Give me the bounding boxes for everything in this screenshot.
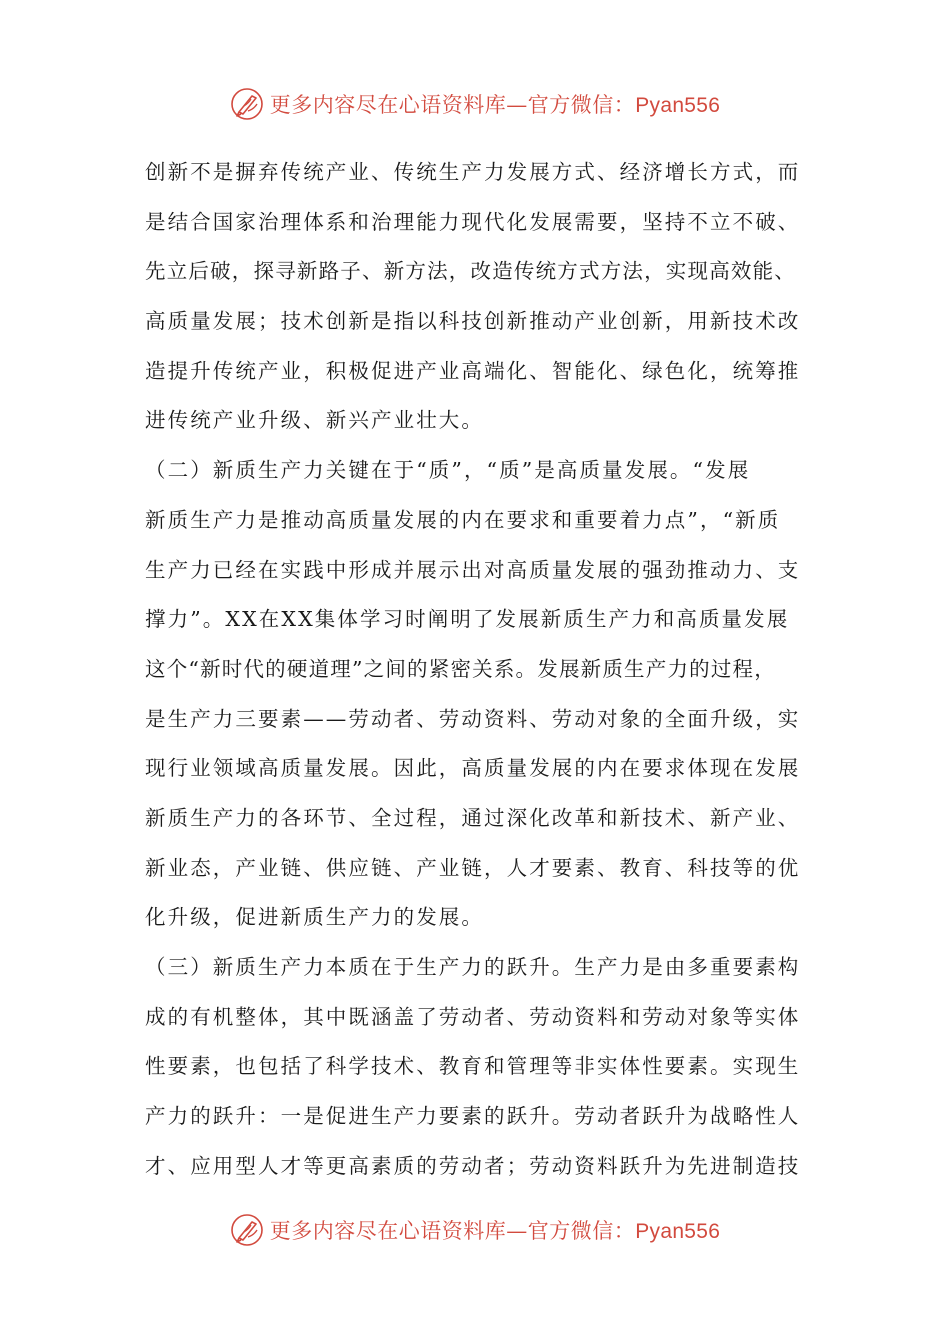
- watermark-header: [0, 82, 950, 126]
- text-line: 性要素，也包括了科学技术、教育和管理等非实体性要素。实现生: [145, 1054, 801, 1079]
- quill-pen-logo-icon: [230, 87, 264, 121]
- text-line: 撑力”。XX在XX集体学习时阐明了发展新质生产力和高质量发展: [145, 607, 790, 632]
- text-line: 成的有机整体，其中既涵盖了劳动者、劳动资料和劳动对象等实体: [145, 1004, 801, 1029]
- section-heading-line: （二）新质生产力关键在于“质”，“质”是高质量发展。“发展: [145, 458, 751, 483]
- text-line: 才、应用型人才等更高素质的劳动者；劳动资料跃升为先进制造技: [145, 1153, 801, 1178]
- text-line: 新质生产力的各环节、全过程，通过深化改革和新技术、新产业、: [145, 805, 801, 830]
- text-line: 新质生产力是推动高质量发展的内在要求和重要着力点”，“新质: [145, 507, 781, 532]
- text-line: 生产力已经在实践中形成并展示出对高质量发展的强劲推动力、支: [145, 557, 801, 582]
- watermark-footer: [0, 1208, 950, 1252]
- text-line: 是生产力三要素——劳动者、劳动资料、劳动对象的全面升级，实: [145, 706, 801, 731]
- text-line: 新业态，产业链、供应链、产业链，人才要素、教育、科技等的优: [145, 855, 801, 880]
- text-line: 进传统产业升级、新兴产业壮大。: [145, 408, 484, 433]
- text-line: 是结合国家治理体系和治理能力现代化发展需要，坚持不立不破、: [145, 209, 801, 234]
- text-line: 这个“新时代的硬道理”之间的紧密关系。发展新质生产力的过程，: [145, 656, 776, 681]
- text-line: 造提升传统产业，积极促进产业高端化、智能化、绿色化，统筹推: [145, 358, 801, 383]
- text-line: 高质量发展；技术创新是指以科技创新推动产业创新，用新技术改: [145, 309, 801, 334]
- section-heading-line: （三）新质生产力本质在于生产力的跃升。生产力是由多重要素构: [145, 955, 801, 979]
- watermark-text: 更多内容尽在心语资料库—官方微信：Pyan556: [269, 93, 721, 117]
- document-body: [145, 148, 835, 1191]
- text-line: 产力的跃升：一是促进生产力要素的跃升。劳动者跃升为战略性人: [145, 1104, 801, 1129]
- text-line: 现行业领域高质量发展。因此，高质量发展的内在要求体现在发展: [145, 756, 801, 781]
- text-line: 创新不是摒弃传统产业、传统生产力发展方式、经济增长方式，而: [145, 160, 801, 184]
- text-line: 化升级，促进新质生产力的发展。: [145, 905, 484, 930]
- watermark-text: 更多内容尽在心语资料库—官方微信：Pyan556: [269, 1219, 721, 1243]
- quill-pen-logo-icon: [230, 1213, 264, 1247]
- text-line: 先立后破，探寻新路子、新方法，改造传统方式方法，实现高效能、: [145, 259, 796, 284]
